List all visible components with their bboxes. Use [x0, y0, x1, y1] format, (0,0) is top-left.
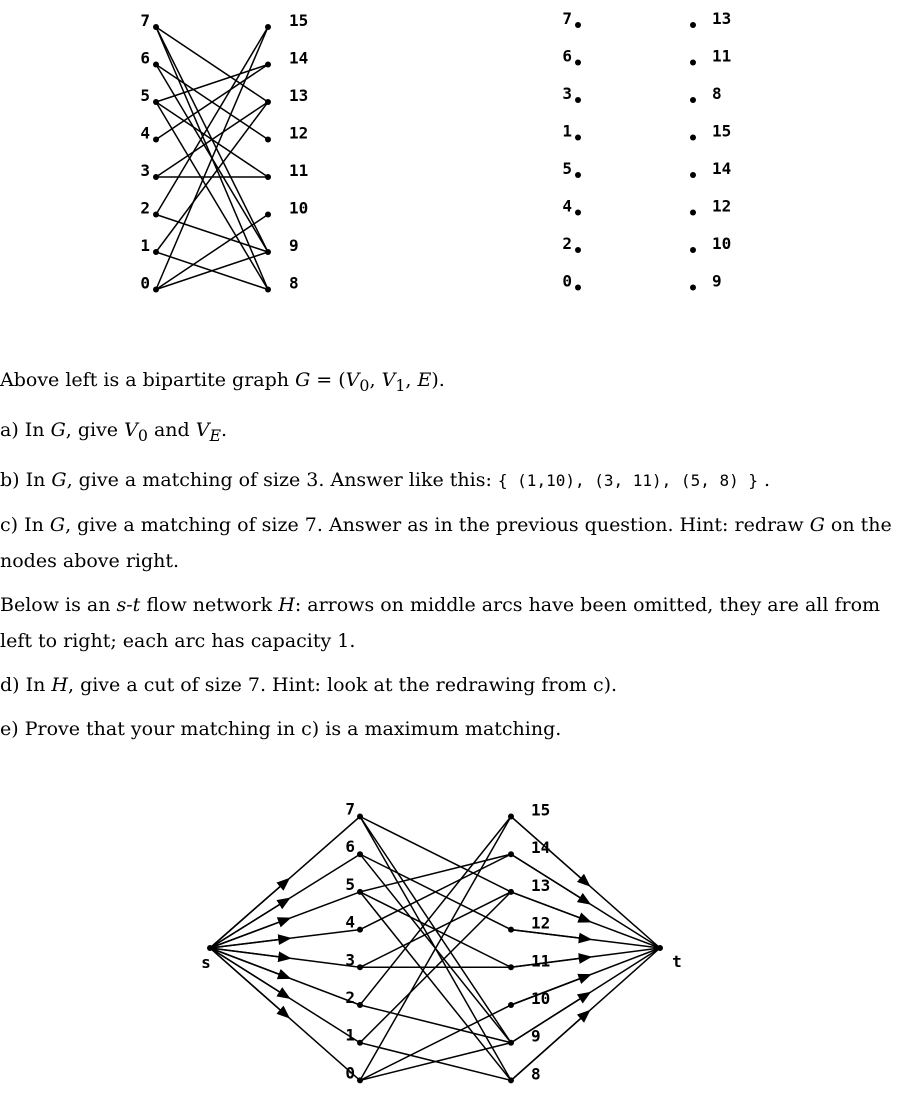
node-3 — [153, 174, 159, 180]
network-h-edges — [210, 817, 660, 1084]
node-label-0: 0 — [140, 273, 150, 293]
bottom-figure-network-h — [0, 780, 924, 1096]
redraw-node-5 — [575, 172, 581, 178]
redraw-node-label-0: 0 — [562, 271, 572, 291]
h-node-label-2: 2 — [345, 988, 355, 1007]
redraw-node-7 — [575, 22, 581, 28]
question-d: d) In H, give a cut of size 7. Hint: look at the redrawing from c). — [0, 673, 618, 696]
redraw-node-label-15: 15 — [712, 121, 732, 141]
h-node-label-5: 5 — [345, 874, 355, 894]
h-node-4 — [357, 927, 363, 933]
node-1 — [153, 249, 159, 255]
sink-label: t — [672, 952, 682, 971]
redraw-node-12 — [690, 210, 696, 216]
node-label-5: 5 — [140, 86, 150, 105]
node-4 — [153, 137, 159, 143]
redraw-node-label-12: 12 — [712, 196, 732, 216]
h-node-label-8: 8 — [531, 1064, 541, 1084]
edge-5-14 — [156, 65, 268, 103]
sink-node-t — [657, 945, 663, 951]
node-label-4: 4 — [140, 123, 150, 143]
h-node-5 — [357, 889, 363, 895]
edge-2-15 — [156, 27, 268, 215]
h-node-3 — [357, 964, 363, 970]
question-a: a) In G, give $V_0$ and $V_E$. — [0, 418, 228, 445]
redraw-node-4 — [575, 210, 581, 216]
h-node-11 — [508, 964, 514, 970]
redraw-node-8 — [690, 97, 696, 103]
h-node-10 — [508, 1002, 514, 1008]
h-node-label-4: 4 — [345, 912, 355, 932]
node-5 — [153, 99, 159, 105]
h-node-15 — [508, 814, 514, 820]
redraw-node-label-4: 4 — [562, 196, 572, 216]
node-2 — [153, 212, 159, 218]
node-15 — [265, 24, 271, 30]
redraw-node-label-1: 1 — [562, 121, 572, 141]
node-label-10: 10 — [289, 198, 309, 218]
redraw-node-9 — [690, 285, 696, 291]
h-node-label-10: 10 — [531, 989, 551, 1008]
node-label-2: 2 — [140, 198, 150, 218]
h-node-label-1: 1 — [345, 1025, 355, 1045]
question-c: c) In G, give a matching of size 7. Answer as in the previous question. Hint: redraw G on the nodes above right. — [0, 513, 892, 572]
redraw-nodes — [562, 9, 731, 291]
h-node-12 — [508, 927, 514, 933]
source-label: s — [201, 953, 211, 972]
h-node-6 — [357, 851, 363, 857]
redraw-node-label-10: 10 — [712, 234, 732, 253]
h-node-8 — [508, 1077, 514, 1083]
node-0 — [153, 287, 159, 293]
h-node-label-13: 13 — [531, 875, 551, 895]
h-node-label-15: 15 — [531, 800, 551, 820]
redraw-node-3 — [575, 97, 581, 103]
node-label-8: 8 — [289, 273, 299, 293]
node-label-15: 15 — [289, 11, 309, 30]
node-8 — [265, 287, 271, 293]
node-label-14: 14 — [289, 48, 309, 68]
h-edge-0-10 — [360, 1005, 511, 1080]
redraw-node-label-8: 8 — [712, 84, 722, 103]
redraw-node-2 — [575, 247, 581, 253]
h-arrow-8-t — [511, 1014, 586, 1080]
h-node-1 — [357, 1040, 363, 1046]
h-node-label-14: 14 — [531, 838, 551, 858]
h-node-7 — [357, 814, 363, 820]
h-edge-5-8 — [360, 892, 511, 1081]
redraw-node-1 — [575, 135, 581, 141]
h-node-label-7: 7 — [345, 799, 355, 819]
h-node-0 — [357, 1077, 363, 1083]
network-description: Below is an s-t flow network H: arrows on middle arcs have been omitted, they are all from left to right; each arc has capacity 1. — [0, 593, 881, 652]
redraw-node-label-2: 2 — [562, 234, 572, 253]
redraw-node-label-9: 9 — [712, 271, 722, 291]
edge-5-8 — [156, 102, 268, 290]
redraw-node-label-13: 13 — [712, 9, 732, 28]
source-node-s — [207, 945, 213, 951]
h-node-label-12: 12 — [531, 913, 551, 933]
intro-paragraph: Above left is a bipartite graph $G = (V_0$, $V_1$, E). — [0, 369, 445, 395]
question-e: e) Prove that your matching in c) is a maximum matching. — [0, 717, 562, 740]
h-node-9 — [508, 1040, 514, 1046]
node-label-13: 13 — [289, 86, 309, 105]
redraw-node-label-7: 7 — [562, 9, 572, 28]
h-arrow-s-0 — [210, 948, 285, 1014]
redraw-node-label-6: 6 — [562, 46, 572, 66]
graph-g-nodes — [140, 11, 308, 293]
h-node-label-0: 0 — [345, 1063, 355, 1083]
node-13 — [265, 99, 271, 105]
node-label-6: 6 — [140, 48, 150, 68]
node-6 — [153, 62, 159, 68]
h-node-14 — [508, 851, 514, 857]
node-11 — [265, 174, 271, 180]
node-label-7: 7 — [140, 11, 150, 30]
h-edge-7-13 — [360, 817, 511, 892]
redraw-node-label-3: 3 — [562, 84, 572, 103]
redraw-node-label-5: 5 — [562, 159, 572, 178]
redraw-node-10 — [690, 247, 696, 253]
node-9 — [265, 249, 271, 255]
redraw-node-11 — [690, 60, 696, 66]
redraw-node-14 — [690, 172, 696, 178]
h-edge-2-9 — [360, 1005, 511, 1043]
redraw-node-0 — [575, 285, 581, 291]
node-10 — [265, 212, 271, 218]
node-label-11: 11 — [289, 161, 309, 180]
redraw-node-label-14: 14 — [712, 159, 732, 178]
example-answer: { (1,10), (3, 11), (5, 8) } — [497, 470, 758, 490]
node-12 — [265, 137, 271, 143]
graph-g-edges — [156, 27, 268, 290]
h-node-label-6: 6 — [345, 837, 355, 857]
h-edge-5-14 — [360, 854, 511, 892]
redraw-node-15 — [690, 135, 696, 141]
h-node-13 — [508, 889, 514, 895]
node-label-1: 1 — [140, 236, 150, 255]
question-b: b) In G, give a matching of size 3. Answer like this: { (1,10), (3, 11), (5, 8) } . — [0, 468, 771, 491]
node-14 — [265, 62, 271, 68]
redraw-node-6 — [575, 60, 581, 66]
h-node-label-11: 11 — [531, 951, 551, 971]
node-label-12: 12 — [289, 123, 309, 143]
h-node-label-9: 9 — [531, 1026, 541, 1046]
h-node-label-3: 3 — [345, 950, 355, 970]
h-arrow-s-7 — [210, 882, 285, 948]
redraw-node-13 — [690, 22, 696, 28]
node-label-9: 9 — [289, 236, 299, 255]
edge-2-9 — [156, 215, 268, 253]
top-figure — [0, 0, 924, 320]
redraw-node-label-11: 11 — [712, 46, 732, 66]
node-7 — [153, 24, 159, 30]
h-edge-2-15 — [360, 817, 511, 1006]
problem-text — [0, 362, 900, 755]
node-label-3: 3 — [140, 161, 150, 180]
h-node-2 — [357, 1002, 363, 1008]
